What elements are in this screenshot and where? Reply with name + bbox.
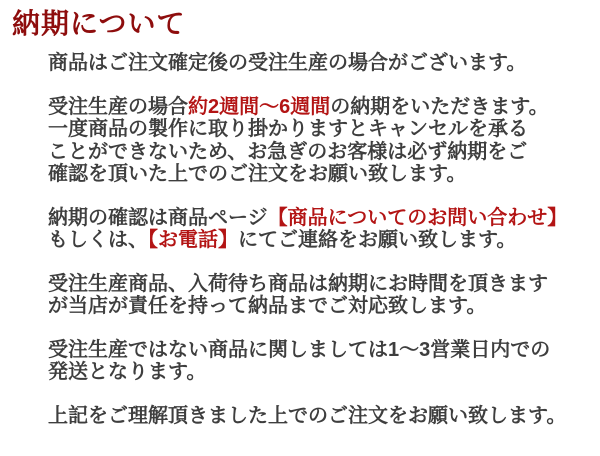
- highlight-text: 【商品についてのお問い合わせ】: [267, 206, 568, 229]
- text-line: [48, 118, 600, 141]
- text-run: ことができないため、お急ぎのお客様は必ず納期をご: [48, 140, 528, 163]
- text-run: の納期をいただきます。: [330, 95, 549, 118]
- paragraph: [48, 207, 600, 252]
- text-run: 確認を頂いた上でのご注文をお願い致します。: [48, 163, 467, 185]
- text-line: [48, 141, 600, 164]
- text-run: 一度商品の製作に取り掛かりますとキャンセルを承る: [48, 118, 528, 140]
- text-line: [48, 295, 600, 318]
- notice-body: [48, 52, 600, 427]
- paragraph: [48, 405, 600, 428]
- text-line: [48, 163, 600, 186]
- text-line: [48, 405, 600, 428]
- paragraph: [48, 339, 600, 384]
- text-line: [48, 361, 600, 384]
- paragraph: [48, 273, 600, 318]
- text-line: [48, 52, 600, 75]
- paragraph: [48, 52, 600, 75]
- text-line: [48, 273, 600, 296]
- page-title: 納期について: [12, 8, 186, 39]
- text-line: [48, 96, 600, 119]
- text-run: 上記をご理解頂きました上でのご注文をお願い致します。: [48, 404, 567, 427]
- paragraph: [48, 96, 600, 186]
- text-line: [48, 229, 600, 252]
- text-run: 発送となります。: [48, 361, 207, 383]
- text-line: [48, 339, 600, 362]
- highlight-text: 【お電話】: [148, 229, 238, 251]
- text-line: [48, 207, 600, 230]
- text-run: 商品はご注文確定後の受注生産の場合がございます。: [48, 52, 527, 74]
- text-run: にてご連絡をお願い致します。: [238, 229, 517, 251]
- text-run: 受注生産の場合: [48, 95, 188, 118]
- text-run: が当店が責任を持って納品までご対応致します。: [48, 295, 487, 317]
- highlight-text: 約2週間～6週間: [188, 95, 331, 118]
- text-run: 受注生産商品、入荷待ち商品は納期にお時間を頂きます: [48, 272, 548, 295]
- text-run: 受注生産ではない商品に関しましては1～3営業日内での: [48, 338, 551, 361]
- text-run: 納期の確認は商品ページ: [48, 206, 268, 229]
- text-run: もしくは、: [48, 229, 148, 251]
